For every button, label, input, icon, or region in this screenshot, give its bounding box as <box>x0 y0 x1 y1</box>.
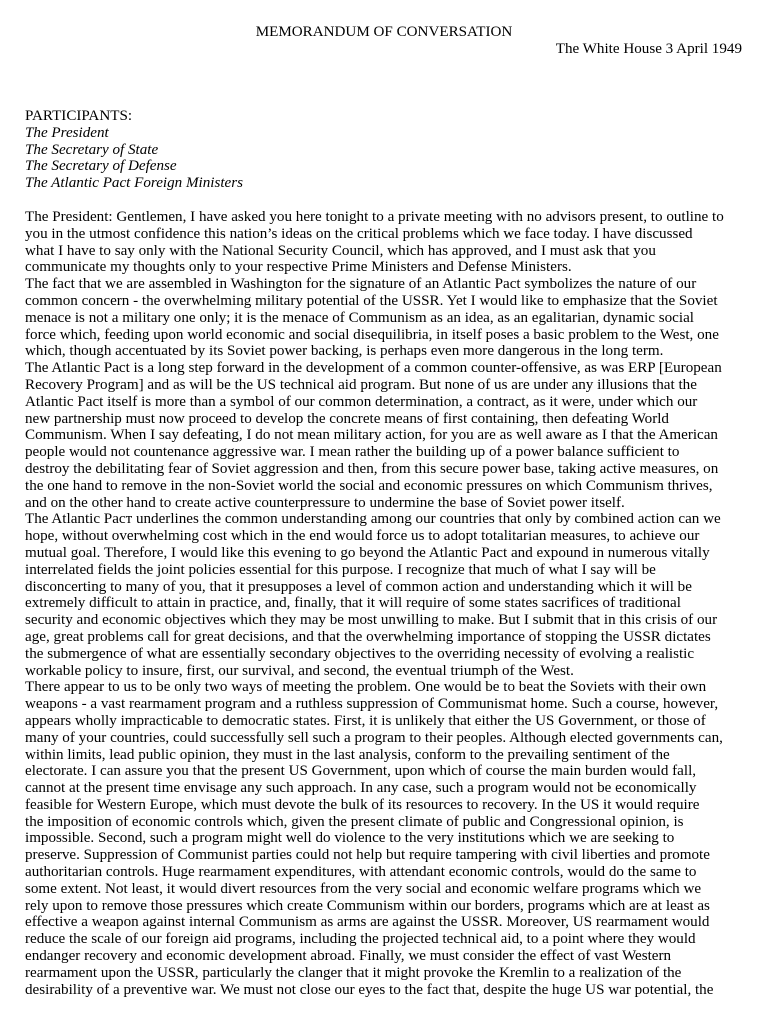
paragraph-line: interrelated fields the joint policies essential for this purpose. I recognize that much of what I say will be <box>25 561 656 578</box>
paragraph-line: preserve. Suppression of Communist parties could not help but require tampering with civil liberties and promote <box>25 847 710 864</box>
paragraph-line: mutual goal. Therefore, I would like this evening to go beyond the Atlantic Pact and expound in numerous vitally <box>25 544 710 561</box>
memo-paragraph <box>25 209 745 276</box>
memo-paragraph <box>25 679 745 998</box>
paragraph-line: age, great problems call for great decisions, and that the overwhelming importance of stopping the USSR dictates <box>25 628 711 645</box>
paragraph-line: rearmament upon the USSR, particularly the clanger that it might provoke the Kremlin to a realization of the <box>25 964 682 981</box>
paragraph-line: Atlantic Pact itself is more than a symbol of our common determination, a contract, as it were, under which our <box>25 393 698 410</box>
paragraph-line: The Atlantic Pact is a long step forward in the development of a common counter-offensive, as was ERP [European <box>25 360 722 377</box>
paragraph-line: many of your countries, could successfully sell such a program to their peoples. Although elected governments can, <box>25 729 723 746</box>
paragraph-line: disconcerting to many of you, that it presupposes a level of common action and understanding which it will be <box>25 578 692 595</box>
paragraph-line: The President: Gentlemen, I have asked you here tonight to a private meeting with no advisors present, to outline to <box>25 209 724 225</box>
paragraph-line: workable policy to insure, first, our survival, and second, the eventual triumph of the West. <box>25 662 574 679</box>
memo-paragraph <box>25 511 745 679</box>
paragraph-line: communicate my thoughts only to your respective Prime Ministers and Defense Ministers. <box>25 259 572 276</box>
paragraph-line: some extent. Not least, it would divert resources from the very social and economic welfare programs which we <box>25 880 702 897</box>
participant-item: The Secretary of State <box>25 141 159 158</box>
paragraph-line: authoritarian controls. Huge rearmament expenditures, with attendant economic controls, would do the same to <box>25 864 697 881</box>
paragraph-line: rely upon to remove those pressures which create Communism within our borders, programs which are at least as <box>25 897 710 914</box>
paragraph-line: the imposition of economic controls which, given the present climate of public and Congressional opinion, is <box>25 813 684 830</box>
paragraph-line: desirability of a preventive war. We must not close our eyes to the fact that, despite the huge US war potential, the <box>25 981 714 998</box>
paragraph-line: people would not countenance aggressive war. I mean rather the building up of a power balance sufficient to <box>25 444 680 461</box>
paragraph-line: security and economic objectives which they may be most unwilling to make. But I submit that in this crisis of our <box>25 612 718 629</box>
paragraph-line: which, though accentuated by its Soviet power backing, is perhaps even more dangerous in the long term. <box>25 343 664 360</box>
participants-section <box>25 108 243 192</box>
paragraph-line: The Atlantic Pacт underlines the common understanding among our countries that only by combined action can we <box>25 511 721 528</box>
paragraph-line: endanger recovery and economic development abroad. Finally, we must consider the effect of vast Western <box>25 948 672 965</box>
participant-item: The President <box>25 124 109 141</box>
paragraph-line: force which, feeding upon world economic and social disequilibria, in itself poses a basic problem to the West, one <box>25 326 719 343</box>
paragraph-line: the one hand to remove in the non-Soviet world the social and economic pressures on which Communism thrives, <box>25 477 713 494</box>
paragraph-line: The fact that we are assembled in Washington for the signature of an Atlantic Pact symbolizes the nature of our <box>25 276 697 293</box>
paragraph-line: There appear to us to be only two ways of meeting the problem. One would be to beat the Soviets with their own <box>25 679 707 696</box>
paragraph-line: electorate. I can assure you that the present US Government, upon which of course the main burden would fall, <box>25 763 697 780</box>
paragraph-line: Communism. When I say defeating, I do not mean military action, for you are as well aware as I that the American <box>25 427 718 444</box>
paragraph-line: cannot at the present time envisage any such approach. In any case, such a program would not be economically <box>25 780 697 797</box>
memo-paragraph <box>25 276 745 360</box>
paragraph-line: common concern - the overwhelming military potential of the USSR. Yet I would like to emphasize that the Soviet <box>25 292 718 309</box>
memo-title: MEMORANDUM OF CONVERSATION <box>255 24 513 40</box>
paragraph-line: effective a weapon against internal Communism as arms are against the USSR. Moreover, US rearmament would <box>25 914 710 931</box>
paragraph-line: menace is not a military one only; it is the menace of Communism as an idea, as an egalitarian, dynamic social <box>25 309 694 326</box>
paragraph-line: appears wholly impracticable to democratic states. First, it is unlikely that either the US Government, or those of <box>25 712 706 729</box>
paragraph-line: within limits, lead public opinion, they must in the last analysis, conform to the prevailing sentiment of the <box>25 746 670 763</box>
paragraph-line: destroy the debilitating fear of Soviet aggression and then, from this secure power base, taking active measures, on <box>25 460 719 477</box>
paragraph-line: the submergence of what are essentially secondary objectives to the overriding necessity of evolving a realistic <box>25 645 695 662</box>
paragraph-line: feasible for Western Europe, which must devote the bulk of its resources to recovery. In the US it would require <box>25 796 700 813</box>
participant-item: The Atlantic Pact Foreign Ministers <box>25 175 243 192</box>
paragraph-line: what I have to say only with the National Security Council, which has approved, and I must ask that you <box>25 242 656 259</box>
paragraph-line: reduce the scale of our foreign aid programs, including the projected technical aid, to a point where they would <box>25 931 696 948</box>
participants-heading: PARTICIPANTS: <box>25 108 133 124</box>
paragraph-line: impossible. Second, such a program might well do violence to the very institutions which we are seeking to <box>25 830 675 847</box>
memo-paragraph <box>25 360 745 511</box>
paragraph-line: Recovery Program] and as will be the US technical aid program. But none of us are under any illusions that the <box>25 376 697 393</box>
paragraph-line: new partnership must now proceed to develop the concrete means of first containing, then defeating World <box>25 410 669 427</box>
memo-body <box>25 209 745 998</box>
place-date: The White House 3 April 1949 <box>555 41 742 57</box>
paragraph-line: extremely difficult to attain in practice, and, finally, that it will require of some states sacrifices of traditional <box>25 595 681 612</box>
paragraph-line: hope, without overwhelming cost which in the end would force us to adopt totalitarian measures, to achieve our <box>25 528 700 545</box>
paragraph-line: weapons - a vast rearmament program and a ruthless suppression of Communismat home. Such a course, however, <box>25 696 719 713</box>
paragraph-line: you in the utmost confidence this nation’s ideas on the critical problems which we face today. I have discussed <box>25 225 693 242</box>
paragraph-line: and on the other hand to create active counterpressure to undermine the base of Soviet power itself. <box>25 494 625 511</box>
participant-item: The Secretary of Defense <box>25 158 177 175</box>
